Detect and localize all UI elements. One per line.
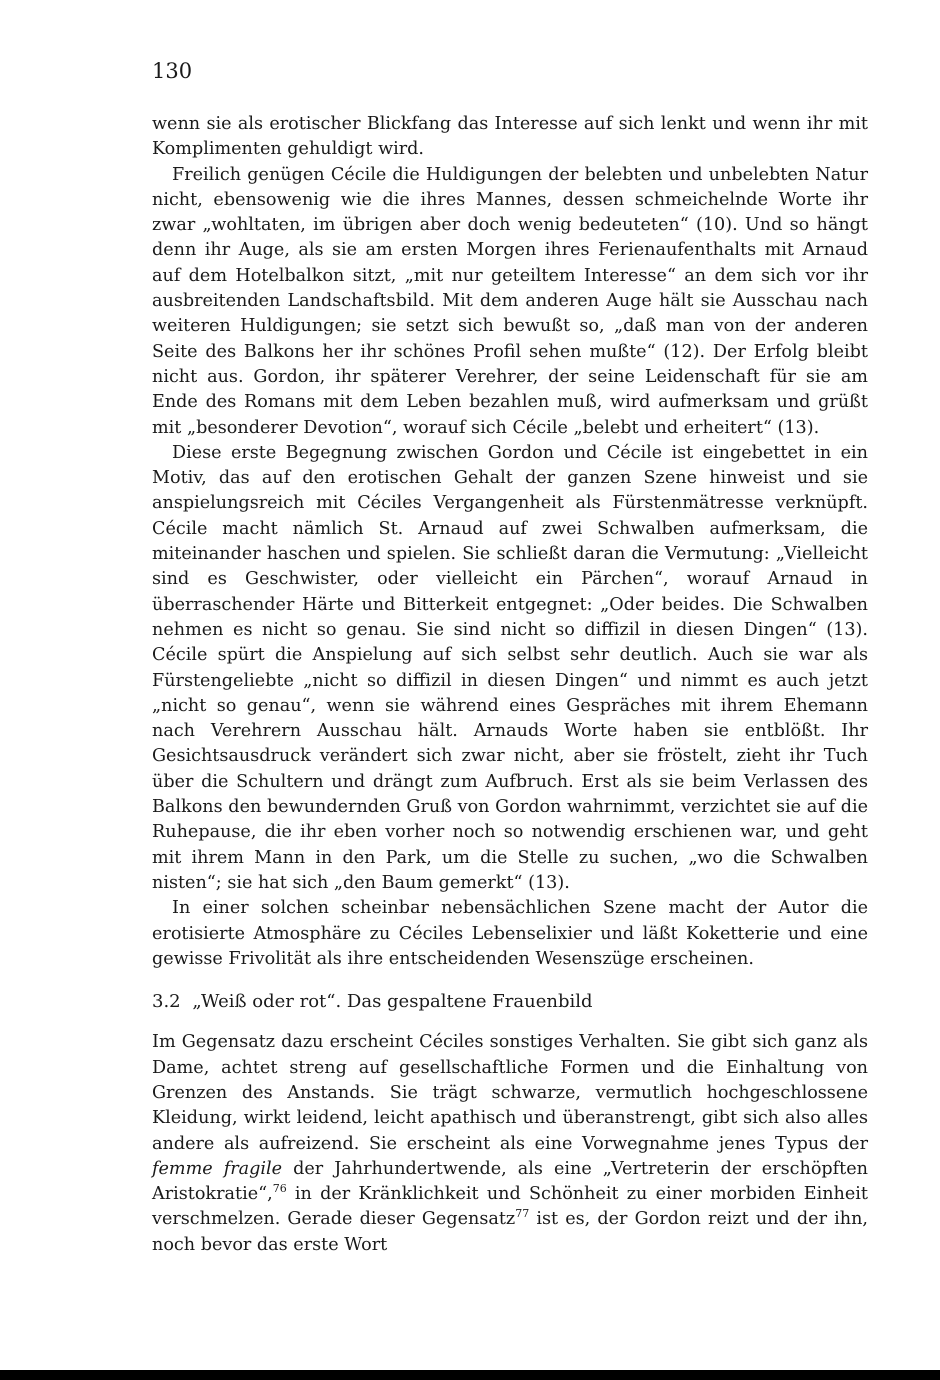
- paragraph-continuation: wenn sie als erotischer Blickfang das Interesse auf sich lenkt und wenn ihr mit Komplimenten gehuldigt wird.: [152, 114, 868, 160]
- footnote-ref-77[interactable]: 77: [515, 1207, 530, 1221]
- footnote-ref-76[interactable]: 76: [272, 1182, 287, 1196]
- paragraph-huldigungen: Freilich genügen Cécile die Huldigungen der belebten und unbelebten Natur nicht, ebensowenig wie die ihres Mannes, dessen schmeichelnde Worte ihr zwar „wohltaten, im übrigen aber doch wenig bedeuteten“ (10). Und so hängt denn ihr Auge, als sie am ersten Morgen ihres Ferienaufenthalts mit Arnaud auf dem Hotelbalkon sitzt, „mit nur geteiltem Interesse“ an dem sich vor ihr ausbreitenden Landschaftsbild. Mit dem anderen Auge hält sie Ausschau nach weiteren Huldigungen; sie setzt sich bewußt so, „daß man von der anderen Seite des Balkons her ihr schönes Profil sehen mußte“ (12). Der Erfolg bleibt nicht aus. Gordon, ihr späterer Verehrer, der seine Leidenschaft für sie am Ende des Romans mit dem Leben bezahlen muß, wird aufmerksam und grüßt mit „besonderer Devotion“, worauf sich Cécile „belebt und erheitert“ (13).: [152, 164, 868, 438]
- paragraph-atmosphaere: In einer solchen scheinbar nebensächlichen Szene macht der Autor die erotisierte Atmosphäre zu Céciles Lebenselixier und läßt Koketterie und eine gewisse Frivolität als ihre entscheidenden Wesenszüge erscheinen.: [152, 898, 868, 969]
- text-segment: ist es, der Gordon reizt und der ihn, noch bevor das erste Wort: [152, 1209, 868, 1255]
- page-number: 130: [152, 59, 193, 83]
- section-number: 3.2: [152, 991, 181, 1013]
- paragraph-begegnung: Diese erste Begegnung zwischen Gordon und Cécile ist eingebettet in ein Motiv, das auf den erotischen Gehalt der ganzen Szene hinweist und sie anspielungsreich mit Céciles Vergangenheit als Fürstenmätresse verknüpft. Cécile macht nämlich St. Arnaud auf zwei Schwalben aufmerksam, die miteinander haschen und spielen. Sie schließt daran die Vermutung: „Vielleicht sind es Geschwister, oder vielleicht ein Pärchen“, worauf Arnaud in überraschender Härte und Bitterkeit entgegnet: „Oder beides. Die Schwalben nehmen es nicht so genau. Sie sind nicht so diffizil in diesen Dingen“ (13). Cécile spürt die Anspielung auf sich selbst sehr deutlich. Auch sie war als Fürstengeliebte „nicht so diffizil in diesen Dingen“ und nimmt es auch jetzt „nicht so genau“, wenn sie während eines Gespräches mit ihrem Ehemann nach Verehrern Ausschau hält. Arnauds Worte haben sie entblößt. Ihr Gesichtsausdruck verändert sich zwar nicht, aber sie fröstelt, zieht ihr Tuch über die Schultern und drängt zum Aufbruch. Erst als sie beim Verlassen des Balkons den bewundernden Gruß von Gordon wahrnimmt, verzichtet sie auf die Ruhepause, die ihr eben vorher noch so notwendig erschienen war, und geht mit ihrem Mann in den Park, um die Stelle zu suchen, „wo die Schwalben nisten“; sie hat sich „den Baum gemerkt“ (13).: [152, 442, 868, 893]
- text-segment: Im Gegensatz dazu erscheint Céciles sonstiges Verhalten. Sie gibt sich ganz als Dame, achtet streng auf gesellschaftliche Formen und die Einhaltung von Grenzen des Anstands. Sie trägt schwarze, vermutlich hochgeschlossene Kleidung, wirkt leidend, leicht apathisch und überanstrengt, gibt sich also alles andere als aufreizend. Sie erscheint als eine Vorwegnahme jenes Typus der: [152, 1032, 868, 1154]
- paragraph-gegensatz: [152, 1030, 868, 1258]
- text-segment: der Jahrhundertwende, als eine „Vertreterin der erschöpften Aristokratie“,: [152, 1158, 868, 1205]
- section-heading: [152, 989, 868, 1014]
- scan-bottom-border: [0, 1370, 940, 1380]
- emphasis-femme-fragile: femme fragile: [152, 1158, 283, 1179]
- section-title: „Weiß oder rot“. Das gespaltene Frauenbild: [192, 991, 593, 1013]
- body-text: [152, 112, 868, 1258]
- text-segment: in der Kränklichkeit und Schönheit zu einer morbiden Einheit verschmelzen. Gerade dieser Gegensatz: [152, 1184, 868, 1230]
